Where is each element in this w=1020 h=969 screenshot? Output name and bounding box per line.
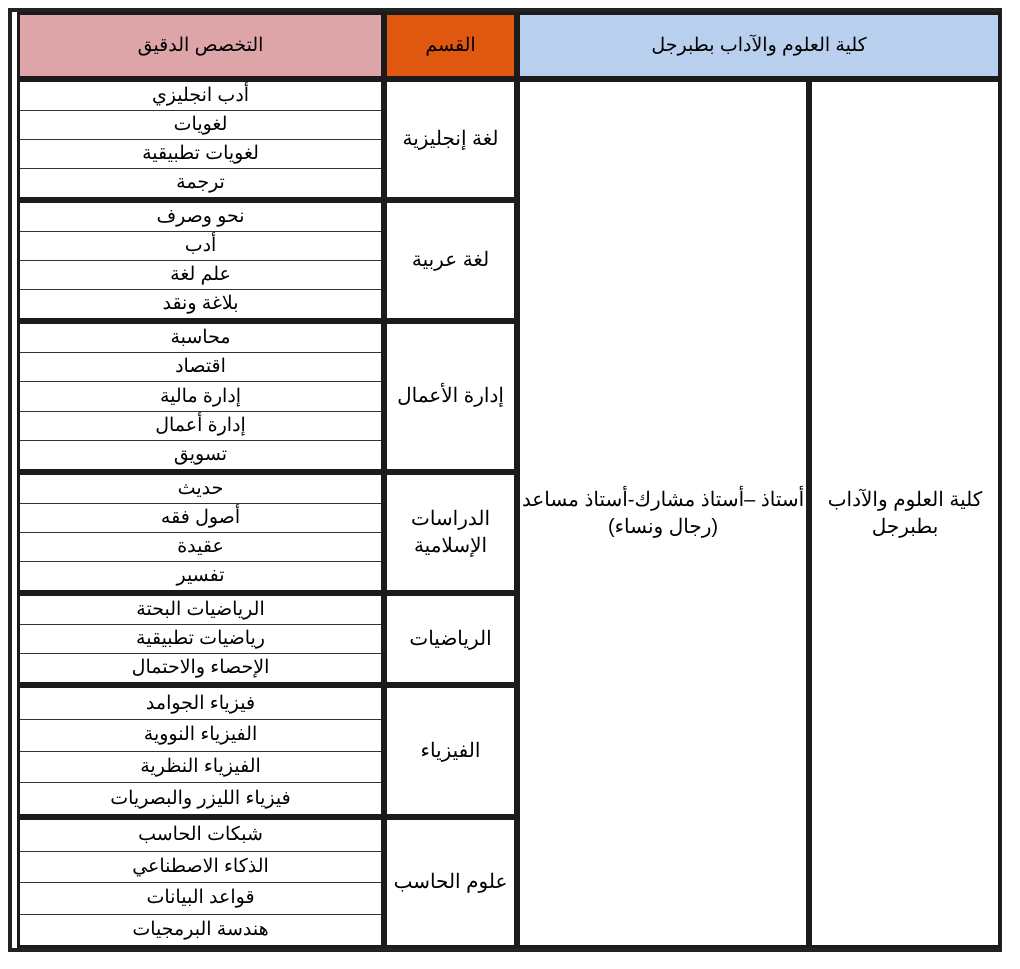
header-college-label: كلية العلوم والآداب بطبرجل: [651, 34, 867, 56]
college-cell: [809, 79, 1001, 948]
specialization-label: علم لغة: [170, 264, 231, 286]
specialization-cell: [20, 475, 381, 504]
department-name: لغة إنجليزية: [402, 128, 499, 150]
specialization-cell: [20, 504, 381, 533]
specialization-label: لغويات تطبيقية: [142, 143, 259, 165]
department-name: علوم الحاسب: [393, 871, 508, 893]
specialization-label: هندسة البرمجيات: [132, 918, 269, 940]
specialization-cell: [20, 562, 381, 590]
specialization-cell: [20, 820, 381, 852]
specialization-label: قواعد البيانات: [146, 887, 255, 909]
specialization-label: فيزياء الجوامد: [145, 692, 256, 714]
specialization-label: الفيزياء النووية: [143, 724, 258, 746]
department-cell: [384, 321, 517, 472]
specialization-label: الذكاء الاصطناعي: [132, 855, 269, 877]
specialization-cell: [20, 82, 381, 111]
specialization-cell: [20, 625, 381, 654]
department-name: لغة عربية: [411, 249, 490, 271]
specialization-cell: [20, 353, 381, 382]
specialization-cell: [20, 382, 381, 411]
specialization-cell: [20, 533, 381, 562]
specialization-group: [17, 817, 384, 948]
specialization-cell: [20, 783, 381, 814]
department-name: الدراسات: [410, 507, 491, 530]
specialization-cell: [20, 290, 381, 318]
specialization-label: اقتصاد: [175, 356, 226, 378]
department-name: إدارة الأعمال: [397, 385, 504, 407]
specialization-label: تفسير: [176, 565, 225, 587]
specialization-label: إدارة أعمال: [155, 414, 246, 436]
specialization-label: بلاغة ونقد: [162, 293, 239, 315]
specialization-cell: [20, 752, 381, 784]
specialization-label: لغويات: [173, 114, 228, 136]
specialization-cell: [20, 883, 381, 915]
specialization-label: الرياضيات البحتة: [136, 599, 265, 621]
specialization-group: [17, 685, 384, 817]
specialization-label: عقيدة: [177, 536, 224, 558]
header-specialization-label: التخصص الدقيق: [137, 34, 264, 56]
department-cell: [384, 79, 517, 200]
department-name: الرياضيات: [409, 627, 492, 650]
department-cell: [384, 472, 517, 593]
department-cell: [384, 200, 517, 321]
specialization-label: محاسبة: [170, 327, 231, 349]
department-cell: [384, 685, 517, 817]
specialization-label: الإحصاء والاحتمال: [131, 657, 270, 679]
college-line: كلية العلوم والآداب: [827, 488, 983, 511]
specialization-label: الفيزياء النظرية: [140, 756, 261, 778]
specialization-label: أدب انجليزي: [151, 85, 250, 107]
specialization-label: رياضيات تطبيقية: [136, 628, 265, 650]
department-cell: [384, 817, 517, 948]
ranks-line: أستاذ –أستاذ مشارك-أستاذ مساعد: [521, 488, 805, 511]
department-cell: [384, 593, 517, 685]
specialization-cell: [20, 852, 381, 884]
specialization-cell: [20, 596, 381, 625]
department-name: الفيزياء: [420, 739, 481, 762]
specialization-label: أصول فقه: [160, 507, 241, 529]
specialization-group: [17, 321, 384, 472]
header-specialization: [17, 12, 384, 79]
department-name: الإسلامية: [413, 534, 488, 557]
header-college: [517, 12, 1001, 79]
specialization-cell: [20, 720, 381, 752]
specialization-label: تسويق: [173, 444, 228, 466]
specialization-label: ترجمة: [176, 172, 225, 194]
specialization-label: فيزياء الليزر والبصريات: [110, 787, 291, 809]
specialization-cell: [20, 412, 381, 441]
specialization-cell: [20, 654, 381, 682]
specialization-cell: [20, 261, 381, 290]
specialization-label: نحو وصرف: [156, 206, 245, 228]
specialization-label: إدارة مالية: [159, 385, 242, 407]
specialization-cell: [20, 203, 381, 232]
specialization-cell: [20, 441, 381, 469]
specialization-group: [17, 593, 384, 685]
specialization-label: شبكات الحاسب: [138, 824, 263, 846]
specialization-cell: [20, 688, 381, 720]
ranks-note: (رجال ونساء): [607, 515, 719, 538]
specialization-cell: [20, 232, 381, 261]
college-line: بطبرجل: [871, 515, 939, 538]
specialization-label: حديث: [177, 478, 224, 500]
specialization-group: [17, 200, 384, 321]
header-department-label: القسم: [425, 34, 476, 56]
ranks-cell: [517, 79, 809, 948]
specialization-label: أدب: [184, 235, 217, 257]
header-department: [384, 12, 517, 79]
specialization-cell: [20, 140, 381, 169]
specialization-cell: [20, 324, 381, 353]
specialization-cell: [20, 111, 381, 140]
specialization-group: [17, 472, 384, 593]
specialization-group: [17, 79, 384, 200]
specialization-cell: [20, 915, 381, 946]
specialization-cell: [20, 169, 381, 197]
